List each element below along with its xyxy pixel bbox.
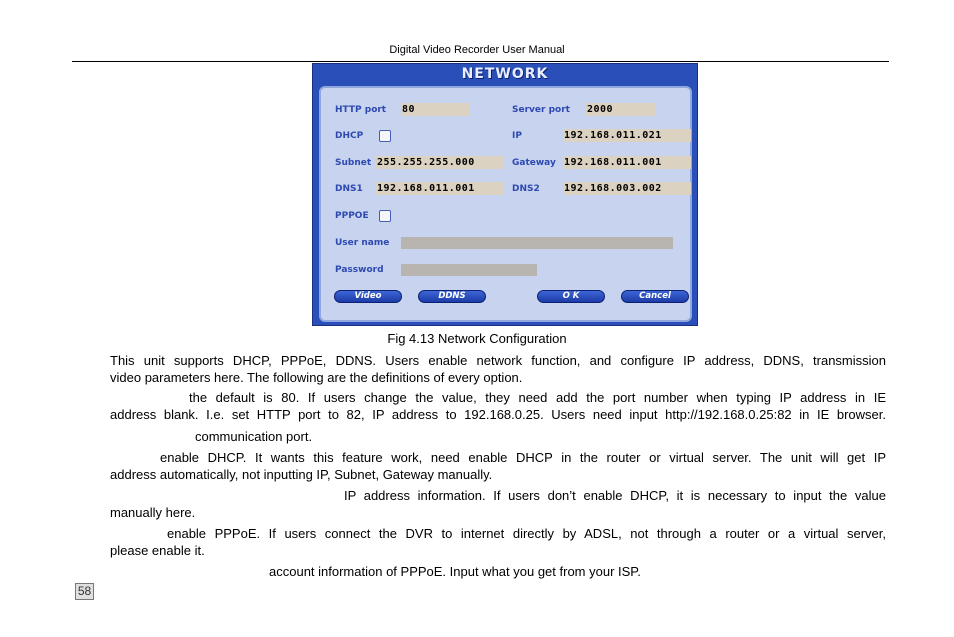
pppoe-checkbox[interactable] xyxy=(379,210,391,222)
intro-paragraph xyxy=(110,352,886,386)
dns2-label: DNS2 xyxy=(512,184,540,194)
ok-button[interactable]: O K xyxy=(537,290,605,303)
dns1-label: DNS1 xyxy=(335,184,363,194)
dhcp-line-1: enable DHCP. It wants this feature work, need enable DHCP in the router or virtual server. The unit will get IP xyxy=(160,450,886,465)
username-input[interactable] xyxy=(401,237,673,249)
page-header: Digital Video Recorder User Manual xyxy=(389,44,565,56)
ip-label: IP xyxy=(512,131,522,141)
page-number: 58 xyxy=(75,583,94,600)
pppoe-line-2: please enable it. xyxy=(110,543,205,558)
ip-input[interactable]: 192.168.011.021 xyxy=(563,129,691,142)
password-label: Password xyxy=(335,265,384,275)
pppoe-label: PPPOE xyxy=(335,211,369,221)
dns2-input[interactable]: 192.168.003.002 xyxy=(563,182,691,195)
network-panel xyxy=(319,86,692,322)
dhcp-checkbox[interactable] xyxy=(379,130,391,142)
http-port-label: HTTP port xyxy=(335,105,387,115)
header-rule xyxy=(72,61,889,62)
http-line-1: the default is 80. If users change the value, they need add the port number when typing IP address in IE xyxy=(189,390,886,405)
account-paragraph xyxy=(110,563,886,580)
subnet-label: Subnet xyxy=(335,158,372,168)
dhcp-label: DHCP xyxy=(335,131,364,141)
http-port-input[interactable]: 80 xyxy=(401,103,469,116)
dhcp-line-2: address automatically, not inputting IP, Subnet, Gateway manually. xyxy=(110,467,493,482)
server-port-label: Server port xyxy=(512,105,570,115)
dns1-input[interactable]: 192.168.011.001 xyxy=(376,182,504,195)
intro-line-2: video parameters here. The following are the definitions of every option. xyxy=(110,370,523,385)
figure-caption: Fig 4.13 Network Configuration xyxy=(387,331,567,346)
ip-line-1: IP address information. If users don’t enable DHCP, it is necessary to input the value xyxy=(344,488,886,503)
network-config-screenshot xyxy=(312,63,698,326)
subnet-input[interactable]: 255.255.255.000 xyxy=(376,156,504,169)
gateway-input[interactable]: 192.168.011.001 xyxy=(563,156,691,169)
server-port-paragraph xyxy=(110,428,886,445)
server-port-input[interactable]: 2000 xyxy=(586,103,656,116)
gateway-label: Gateway xyxy=(512,158,556,168)
intro-line-1: This unit supports DHCP, PPPoE, DDNS. Users enable network function, and configure IP address, DDNS, transmission xyxy=(110,353,886,368)
username-label: User name xyxy=(335,238,390,248)
ip-paragraph xyxy=(110,487,886,521)
http-line-2: address blank. I.e. set HTTP port to 82, IP address to 192.168.0.25. Users need input http://192.168.0.25:82 in IE browser. xyxy=(110,407,886,422)
pppoe-paragraph xyxy=(110,525,886,559)
server-line-1: communication port. xyxy=(195,429,313,444)
dvr-title: NETWORK xyxy=(461,66,549,82)
cancel-button[interactable]: Cancel xyxy=(621,290,689,303)
pppoe-line-1: enable PPPoE. If users connect the DVR to internet directly by ADSL, not through a router or a virtual server, xyxy=(167,526,886,541)
http-port-paragraph xyxy=(110,389,886,423)
ddns-button[interactable]: DDNS xyxy=(418,290,486,303)
account-line-1: account information of PPPoE. Input what you get from your ISP. xyxy=(269,564,641,579)
video-button[interactable]: Video xyxy=(334,290,402,303)
ip-line-2: manually here. xyxy=(110,505,196,520)
dhcp-paragraph xyxy=(110,449,886,483)
password-input[interactable] xyxy=(401,264,537,276)
